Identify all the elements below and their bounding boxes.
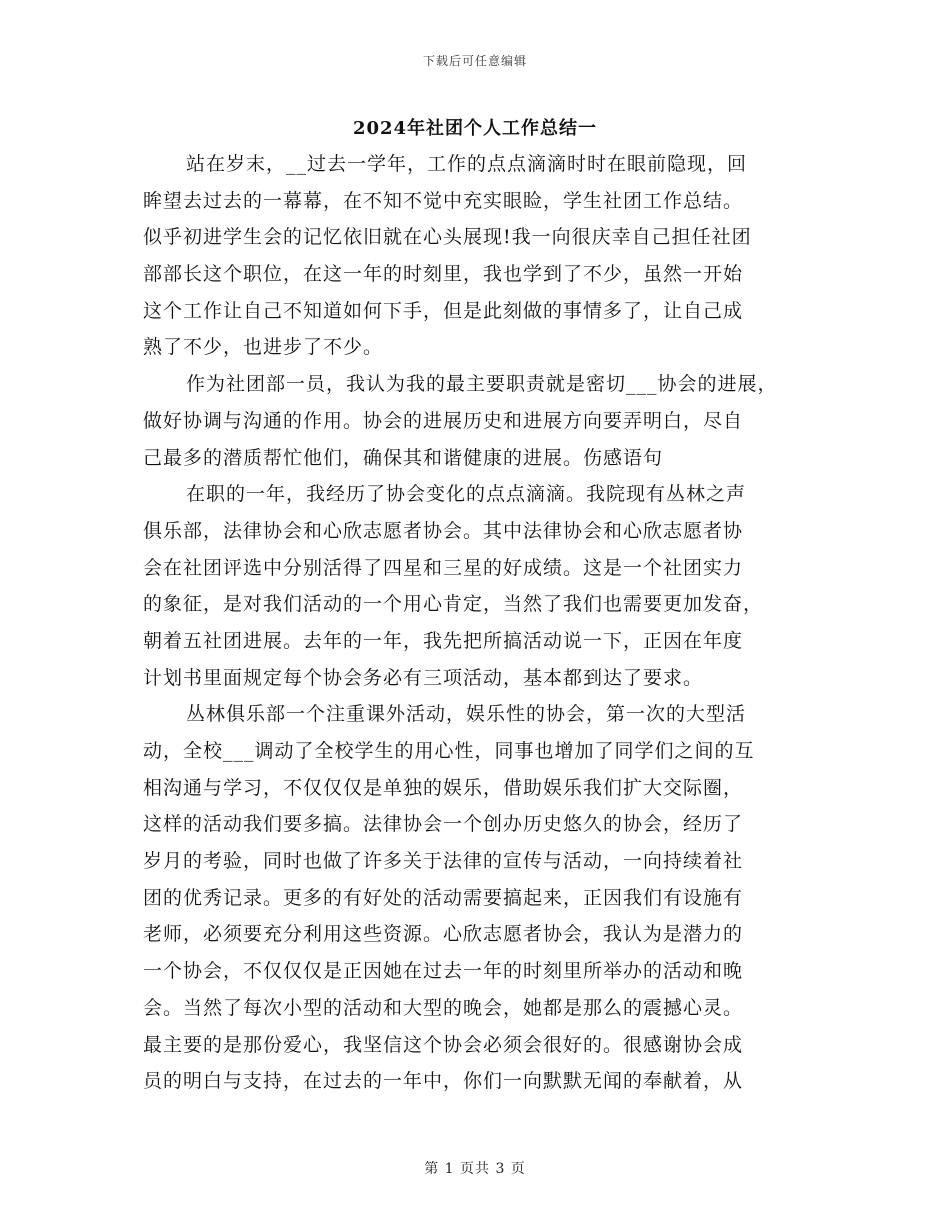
body-text-line: 的象征，是对我们活动的一个用心肯定，当然了我们也需要更加发奋， xyxy=(143,593,764,616)
body-text-line: 俱乐部，法律协会和心欣志愿者协会。其中法律协会和心欣志愿者协 xyxy=(143,519,744,542)
body-text-line: 动，全校___调动了全校学生的用心性，同事也增加了同学们之间的互 xyxy=(143,740,755,762)
body-text-line: 朝着五社团进展。去年的一年，我先把所搞活动说一下，正因在年度 xyxy=(143,629,744,652)
body-text-line: 作为社团部一员，我认为我的最主要职责就是密切___协会的进展， xyxy=(186,373,778,396)
body-text-line: 在职的一年，我经历了协会变化的点点滴滴。我院现有丛林之声 xyxy=(186,483,747,506)
body-text-line: 部部长这个职位，在这一年的时刻里，我也学到了不少，虽然一开始 xyxy=(143,263,744,286)
body-text-line: 会。当然了每次小型的活动和大型的晚会，她都是那么的震撼心灵。 xyxy=(143,996,744,1019)
page-number-footer: 第 1 页共 3 页 xyxy=(424,1161,526,1177)
body-text-line: 相沟通与学习，不仅仅仅是单独的娱乐，借助娱乐我们扩大交际圈， xyxy=(143,776,744,799)
body-text-line: 这个工作让自己不知道如何下手，但是此刻做的事情多了，让自己成 xyxy=(143,299,744,322)
document-body xyxy=(143,146,823,1100)
body-text-line: 会在社团评选中分别活得了四星和三星的好成绩。这是一个社团实力 xyxy=(143,556,744,579)
body-text-line: 一个协会，不仅仅仅是正因她在过去一年的时刻里所举办的活动和晚 xyxy=(143,960,744,983)
body-text-line: 团的优秀记录。更多的有好处的活动需要搞起来，正因我们有设施有 xyxy=(143,886,744,909)
body-text-line: 熟了不少，也进步了不少。 xyxy=(143,336,384,359)
body-text-line: 计划书里面规定每个协会务必有三项活动，基本都到达了要求。 xyxy=(143,666,704,689)
body-text-line: 这样的活动我们要多搞。法律协会一个创办历史悠久的协会，经历了 xyxy=(143,813,744,836)
body-text-line: 丛林俱乐部一个注重课外活动，娱乐性的协会，第一次的大型活 xyxy=(186,703,747,726)
page-header: 下载后可任意编辑 xyxy=(422,54,527,68)
body-text-line: 做好协调与沟通的作用。协会的进展历史和进展方向要弄明白，尽自 xyxy=(143,409,744,432)
body-text-line: 己最多的潜质帮忙他们，确保其和谐健康的进展。伤感语句 xyxy=(143,446,664,469)
body-text-line: 站在岁末，__过去一学年，工作的点点滴滴时时在眼前隐现，回 xyxy=(186,153,748,175)
body-text-line: 最主要的是那份爱心，我坚信这个协会必须会很好的。很感谢协会成 xyxy=(143,1033,744,1056)
body-text-line: 似乎初进学生会的记忆依旧就在心头展现!我一向很庆幸自己担任社团 xyxy=(143,226,752,249)
document-title: 2024年社团个人工作总结一 xyxy=(352,118,598,139)
body-text-line: 岁月的考验，同时也做了许多关于法律的宣传与活动，一向持续着社 xyxy=(143,850,744,873)
body-text-line: 眸望去过去的一幕幕，在不知不觉中充实眼睑，学生社团工作总结。 xyxy=(143,189,744,212)
body-text-line: 员的明白与支持，在过去的一年中，你们一向默默无闻的奉献着，从 xyxy=(143,1070,744,1093)
body-text-line: 老师，必须要充分利用这些资源。心欣志愿者协会，我认为是潜力的 xyxy=(143,923,744,946)
